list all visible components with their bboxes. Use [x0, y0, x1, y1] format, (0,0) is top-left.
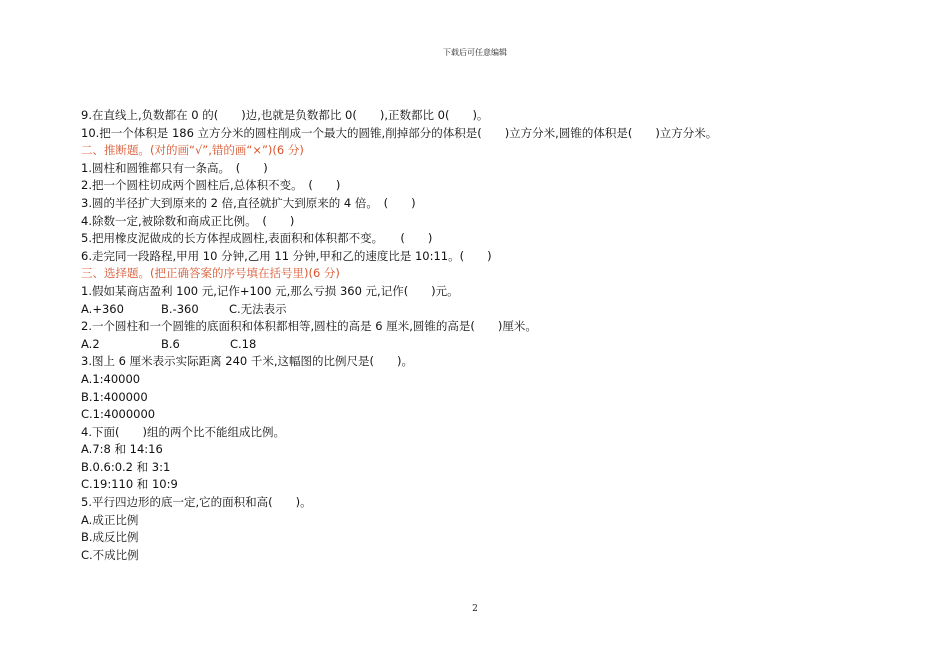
judgement-item-3: 3.圆的半径扩大到原来的 2 倍,直径就扩大到原来的 4 倍。 ( ) [81, 195, 416, 210]
question-fill-10: 10.把一个体积是 186 立方分米的圆柱削成一个最大的圆锥,削掉部分的体积是( )立方分米,圆锥的体积是( )立方分米。 [81, 125, 718, 140]
judgement-item-5: 5.把用橡皮泥做成的长方体捏成圆柱,表面积和体积都不变。 ( ) [81, 231, 433, 246]
choice-options-2 [81, 336, 921, 354]
choice-option-3b: B.1:400000 [81, 389, 148, 404]
page-header: 下载后可任意编辑 [443, 48, 507, 57]
judgement-item-4: 4.除数一定,被除数和商成正比例。 ( ) [81, 213, 295, 228]
section-heading-choice: 三、选择题。(把正确答案的序号填在括号里)(6 分) [81, 266, 340, 281]
choice-option-3c: C.1:4000000 [81, 407, 156, 422]
judgement-item-2: 2.把一个圆柱切成两个圆柱后,总体积不变。 ( ) [81, 178, 341, 193]
judgement-item-6: 6.走完同一段路程,甲用 10 分钟,乙用 11 分钟,甲和乙的速度比是 10:11。( ) [81, 248, 492, 263]
choice-option-4c: C.19:110 和 10:9 [81, 477, 178, 492]
option-b: B.6 [161, 336, 180, 351]
option-b: B.-360 [161, 301, 199, 316]
choice-option-4b: B.0.6:0.2 和 3:1 [81, 459, 171, 474]
choice-option-5b: B.成反比例 [81, 530, 139, 545]
choice-question-4: 4.下面( )组的两个比不能组成比例。 [81, 424, 285, 439]
choice-option-4a: A.7:8 和 14:16 [81, 442, 163, 457]
section-heading-judgement: 二、推断题。(对的画“√”,错的画“×”)(6 分) [81, 143, 304, 158]
document-body [81, 107, 921, 564]
question-fill-9: 9.在直线上,负数都在 0 的( )边,也就是负数都比 0( ),正数都比 0( )。 [81, 108, 489, 122]
choice-option-5a: A.成正比例 [81, 512, 139, 527]
choice-option-5c: C.不成比例 [81, 547, 139, 562]
choice-question-3: 3.图上 6 厘米表示实际距离 240 千米,这幅图的比例尺是( )。 [81, 354, 413, 369]
choice-option-3a: A.1:40000 [81, 371, 141, 386]
page-number: 2 [472, 604, 478, 614]
option-a: A.2 [81, 336, 100, 351]
judgement-item-1: 1.圆柱和圆锥都只有一条高。 ( ) [81, 160, 268, 175]
choice-question-1: 1.假如某商店盈利 100 元,记作+100 元,那么亏损 360 元,记作( )元。 [81, 283, 459, 298]
choice-options-1 [81, 301, 921, 319]
choice-question-2: 2.一个圆柱和一个圆锥的底面积和体积都相等,圆柱的高是 6 厘米,圆锥的高是( )厘米。 [81, 319, 537, 334]
option-a: A.+360 [81, 301, 124, 316]
choice-question-5: 5.平行四边形的底一定,它的面积和高( )。 [81, 495, 312, 510]
option-c: C.无法表示 [229, 301, 287, 316]
option-c: C.18 [230, 336, 257, 351]
